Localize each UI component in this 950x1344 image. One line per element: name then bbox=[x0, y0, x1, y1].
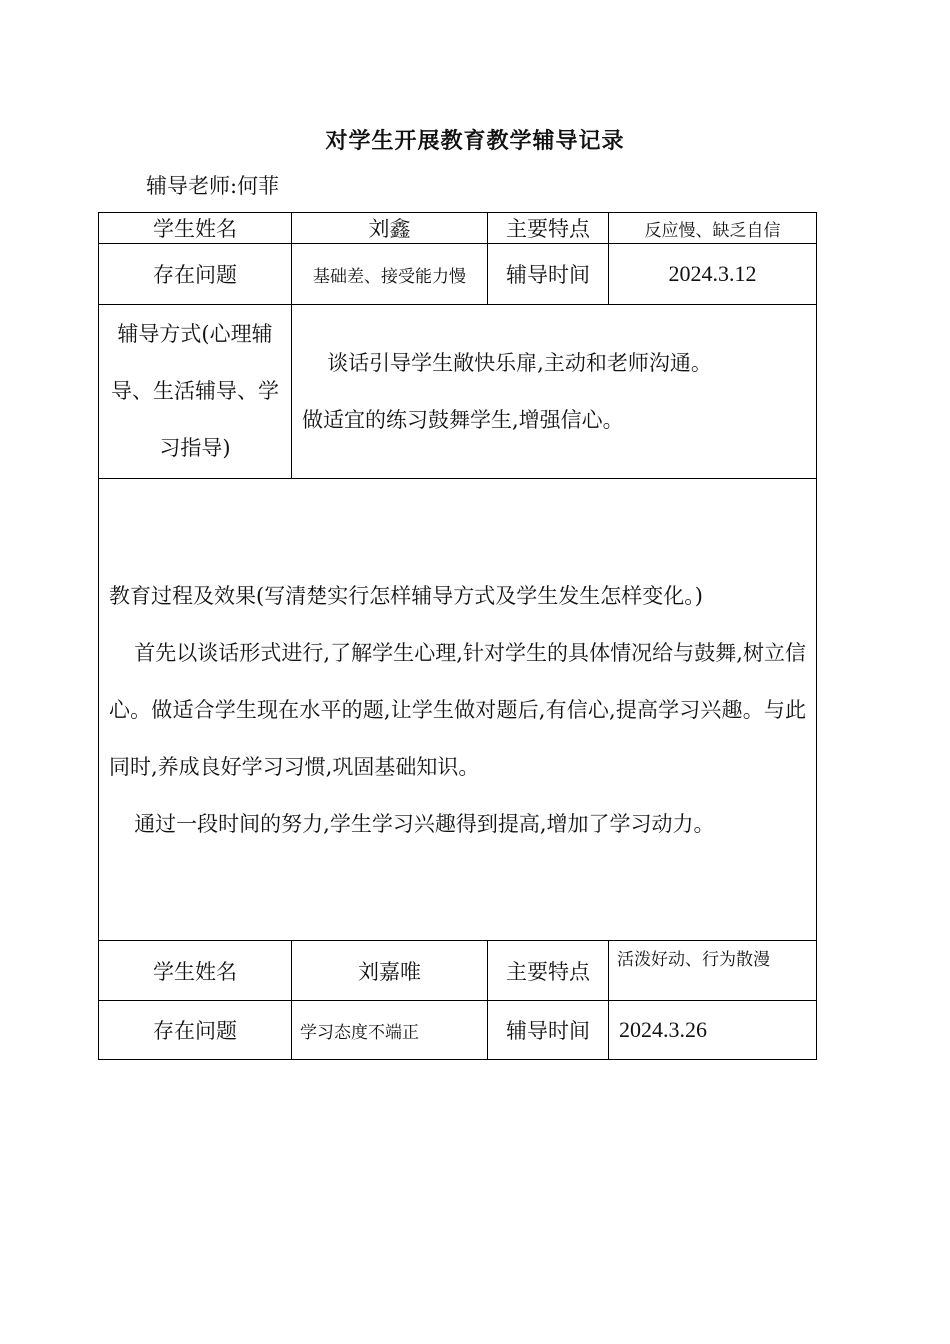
process-paragraph-2: 通过一段时间的努力,学生学习兴趣得到提高,增加了学习动力。 bbox=[134, 812, 715, 836]
tutoring-time-value: 2024.3.26 bbox=[609, 1001, 817, 1060]
record2-row-problem bbox=[99, 1001, 817, 1060]
main-trait-value: 反应慢、缺乏自信 bbox=[609, 213, 817, 244]
method-text bbox=[292, 305, 817, 479]
tutoring-time-label: 辅导时间 bbox=[488, 1001, 609, 1060]
problem-value: 基础差、接受能力慢 bbox=[292, 244, 488, 305]
process-section bbox=[99, 479, 817, 941]
problem-value: 学习态度不端正 bbox=[292, 1001, 488, 1060]
record1-row-name bbox=[99, 213, 817, 244]
record1-row-process bbox=[99, 479, 817, 941]
main-trait-value: 活泼好动、行为散漫 bbox=[609, 941, 817, 1001]
record2-row-name bbox=[99, 941, 817, 1001]
student-name-value: 刘鑫 bbox=[292, 213, 488, 244]
process-paragraph-1: 首先以谈话形式进行,了解学生心理,针对学生的具体情况给与鼓舞,树立信心。做适合学生现在水平的题,让学生做对题后,有信心,提高学习兴趣。与此同时,养成良好学习习惯,巩固基础知识。 bbox=[109, 641, 806, 779]
method-text-line2: 做适宜的练习鼓舞学生,增强信心。 bbox=[302, 407, 624, 432]
problem-label: 存在问题 bbox=[99, 244, 292, 305]
method-label: 辅导方式(心理辅导、生活辅导、学习指导) bbox=[99, 305, 292, 479]
page-title: 对学生开展教育教学辅导记录 bbox=[325, 128, 625, 154]
main-trait-label: 主要特点 bbox=[488, 941, 609, 1001]
process-heading: 教育过程及效果(写清楚实行怎样辅导方式及学生发生怎样变化。) bbox=[109, 584, 703, 608]
student-name-value: 刘嘉唯 bbox=[292, 941, 488, 1001]
record1-row-method bbox=[99, 305, 817, 479]
tutoring-record-table bbox=[98, 212, 817, 1060]
student-name-label: 学生姓名 bbox=[99, 941, 292, 1001]
student-name-label: 学生姓名 bbox=[99, 213, 292, 244]
problem-label: 存在问题 bbox=[99, 1001, 292, 1060]
method-text-line1: 谈话引导学生敞快乐扉,主动和老师沟通。 bbox=[327, 350, 712, 375]
main-trait-label: 主要特点 bbox=[488, 213, 609, 244]
teacher-line: 辅导老师:何菲 bbox=[146, 174, 280, 198]
record1-row-problem bbox=[99, 244, 817, 305]
tutoring-time-label: 辅导时间 bbox=[488, 244, 609, 305]
tutoring-time-value: 2024.3.12 bbox=[609, 244, 817, 305]
